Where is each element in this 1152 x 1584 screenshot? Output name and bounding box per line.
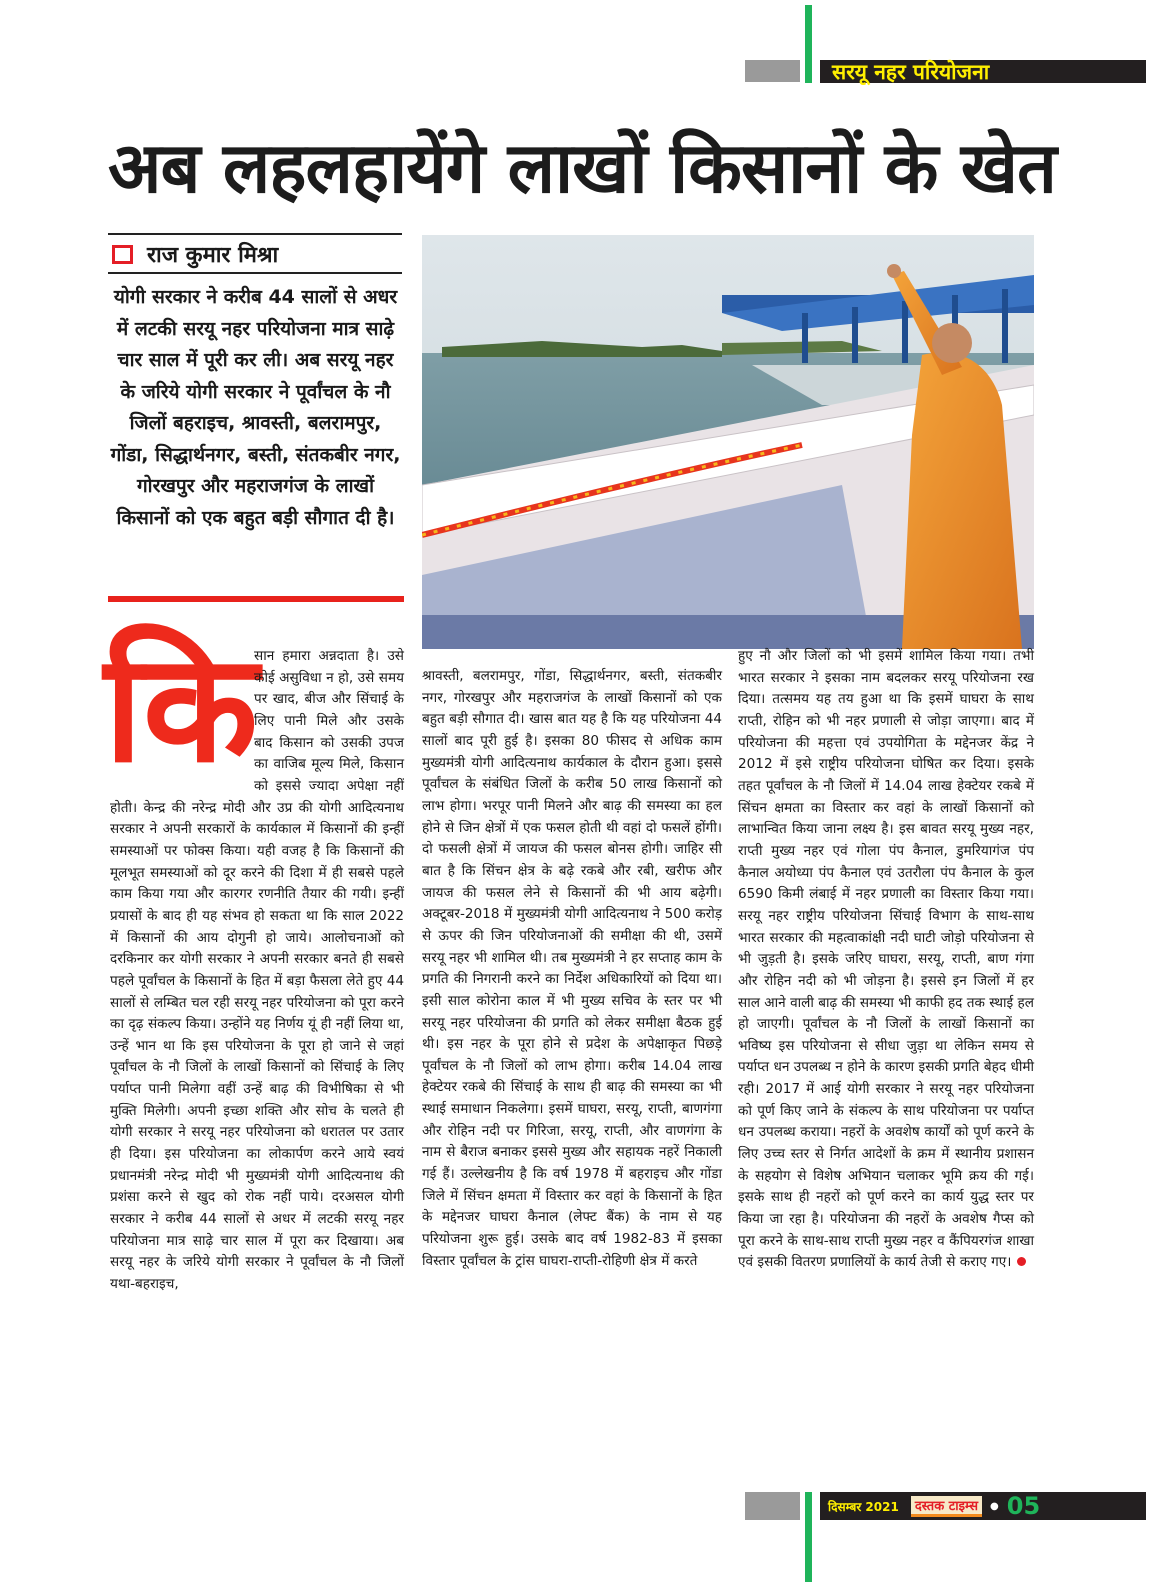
- section-label-bar: [820, 60, 1146, 83]
- page-number: 05: [1006, 1492, 1041, 1520]
- byline-top-rule: [108, 233, 402, 235]
- header-gray-block: [745, 60, 800, 82]
- article-title: अब लहलहायेंगे लाखों किसानों के खेत: [108, 127, 1056, 209]
- header-green-bar: [805, 5, 812, 83]
- byline: [112, 238, 402, 270]
- photo-canal-barrage: [422, 235, 1034, 649]
- footer-green-bar: [805, 1492, 812, 1582]
- article-photo: [422, 235, 1034, 649]
- drop-cap: कि: [104, 622, 259, 796]
- column-1-text: सान हमारा अन्नदाता है। उसे कोई असुविधा न हो, उसे समय पर खाद, बीज और सिंचाई के लिए पानी मिले और उसके बाद किसान को उसकी उपज का वाजिब मूल्य मिले, किसान को इससे ज्यादा अपेक्षा नहीं होती। केन्द्र की नरेन्द्र मोदी और उप्र की योगी आदित्यनाथ सरकार ने अपनी सरकारों के कार्यकाल में किसानों की इन्हीं समस्याओं पर फोक्स किया। यही वजह है कि किसानों की मूलभूत समस्याओं को दूर करने की दिशा में ही सबसे पहले काम किया गया और कारगर रणनीति तैयार की गयी। इन्हीं प्रयासों के बाद ही यह संभव हो सकता था कि साल 2022 में किसानों की आय दोगुनी हो जाये। आलोचनाओं को दरकिनार कर योगी सरकार ने अपनी सरकार बनते ही सबसे पहले पूर्वांचल के किसानों के हित में बड़ा फैसला लेते हुए 44 सालों से लम्बित चल रही सरयू नहर परियोजना को पूरा करने का दृढ़ संकल्प किया। उन्होंने यह निर्णय यूं ही नहीं लिया था, उन्हें भान था कि इस परियोजना के पूरा हो जाने से जहां पूर्वांचल के नौ जिलों के लाखों किसानों को सिंचाई के लिए पर्याप्त पानी मिलेगा वहीं उन्हें बाढ़ की विभीषिका से भी मुक्ति मिलेगी। अपनी इच्छा शक्ति और सोच के चलते ही योगी सरकार ने सरयू नहर परियोजना को धरातल पर उतार ही दिया। इस परियोजना का लोकार्पण करने आये स्वयं प्रधानमंत्री नरेन्द्र मोदी भी मुख्यमंत्री योगी आदित्यनाथ की प्रशंसा करने से खुद को रोक नहीं पाये। दरअसल योगी सरकार ने करीब 44 सालों से अधर में लटकी सरयू नहर परियोजना मात्र साढ़े चार साल में पूरा कर दिखाया। अब सरयू नहर के जरिये योगी सरकार ने पूर्वांचल के नौ जिलों यथा-बहराइच,: [110, 648, 404, 1293]
- footer-gray-block: [745, 1492, 800, 1520]
- column-1: [104, 622, 404, 1296]
- author-name: राज कुमार मिश्रा: [147, 243, 279, 268]
- summary-red-rule: [108, 596, 404, 602]
- issue-date: दिसम्बर 2021: [828, 1499, 899, 1514]
- column-3-text: हुए नौ और जिलों को भी इसमें शामिल किया गया। तभी भारत सरकार ने इसका नाम बदलकर सरयू परियोजना रख दिया। तत्समय यह तय हुआ था कि इसमें घाघरा के साथ राप्ती, रोहिन को भी नहर प्रणाली से जोड़ा जाएगा। बाद में परियोजना की महत्ता एवं उपयोगिता के मद्देनजर केंद्र ने 2012 में इसे राष्ट्रीय परियोजना घोषित कर दिया। इसके तहत पूर्वांचल के नौ जिलों में 14.04 लाख हेक्टेयर रकबे में सिंचन क्षमता का विस्तार कर वहां के लाखों किसानों को लाभान्वित किया जाना लक्ष्य है। इस बावत सरयू मुख्य नहर, राप्ती मुख्य नहर एवं गोला पंप कैनाल, डुमरियागंज पंप कैनाल अयोध्या पंप कैनाल एवं उतरौला पंप कैनाल के कुल 6590 किमी लंबाई में नहर प्रणाली का विस्तार किया गया। सरयू नहर राष्ट्रीय परियोजना सिंचाई विभाग के साथ-साथ भारत सरकार की महत्वाकांक्षी नदी घाटी जोड़ो परियोजना से भी जुड़ती है। इसके जरिए घाघरा, सरयू, राप्ती, बाण गंगा और रोहिन नदी को भी जोड़ना है। इससे इन जिलों में हर साल आने वाली बाढ़ की समस्या भी काफी हद तक स्थाई हल हो जाएगी। पूर्वांचल के नौ जिलों के लाखों किसानों का भविष्य इस परियोजना से सीधा जुड़ा था लेकिन समय से पर्याप्त धन उपलब्ध न होने के कारण इसकी प्रगति बेहद धीमी रही। 2017 में आई योगी सरकार ने सरयू नहर परियोजना को पूर्ण किए जाने के संकल्प के साथ परियोजना पर पर्याप्त धन उपलब्ध कराया। नहरों के अवशेष कार्यों को पूर्ण करने के लिए उच्च स्तर से निर्गत आदेशों के क्रम में स्थानीय प्रशासन के सहयोग से विशेष अभियान चलाकर भूमि क्रय की गई। इसके साथ ही नहरों को पूर्ण करने का कार्य युद्ध स्तर पर किया जा रहा है। परियोजना की नहरों के अवशेष गैप्स को पूरा करने के साथ-साथ राप्ती मुख्य नहर व कैंपियरगंज शाखा एवं इसकी वितरण प्रणालियों के कार्य तेजी से कराए गए।: [738, 648, 1034, 1271]
- column-2: श्रावस्ती, बलरामपुर, गोंडा, सिद्धार्थनगर, बस्ती, संतकबीर नगर, गोरखपुर और महराजगंज के लाखों किसानों को एक बहुत बड़ी सौगात दी। खास बात यह है कि यह परियोजना 44 सालों बाद पूरी हुई है। इसका 80 फीसद से अधिक काम मुख्यमंत्री योगी आदित्यनाथ कार्यकाल के दौरान हुआ। इससे पूर्वांचल के संबंधित जिलों के करीब 50 लाख किसानों को लाभ होगा। भरपूर पानी मिलने और बाढ़ की समस्या का हल होने से जिन क्षेत्रों में एक फसल होती थी वहां दो फसलें होंगी। दो फसली क्षेत्रों में जायज की फसल बोनस होगी। जाहिर सी बात है कि सिंचन क्षेत्र के बढ़े रकबे और रबी, खरीफ और जायज की फसल लेने से किसानों की भी आय बढ़ेगी। अक्टूबर-2018 में मुख्यमंत्री योगी आदित्यनाथ ने 500 करोड़ से ऊपर की जिन परियोजनाओं की समीक्षा की थी, उसमें सरयू नहर भी शामिल थी। तब मुख्यमंत्री ने हर सप्ताह काम के प्रगति की निगरानी करने का निर्देश अधिकारियों को दिया था। इसी साल कोरोना काल में भी मुख्य सचिव के स्तर पर भी सरयू नहर परियोजना की प्रगति को लेकर समीक्षा बैठक हुई थी। इस नहर के पूरा होने से प्रदेश के अपेक्षाकृत पिछड़े पूर्वांचल के नौ जिलों को लाभ होगा। करीब 14.04 लाख हेक्टेयर रकबे की सिंचाई के साथ ही बाढ़ की समस्या का भी स्थाई समाधान निकलेगा। इसमें घाघरा, सरयू, राप्ती, बाणगंगा और रोहिन नदी पर गिरिजा, सरयू, राप्ती, और वाणगंगा के नाम से बैराज बनाकर इससे मुख्य और सहायक नहरें निकाली गई हैं। उल्लेखनीय है कि वर्ष 1978 में बहराइच और गोंडा जिले में सिंचन क्षमता में विस्तार कर वहां के किसानों के हित के मद्देनजर घाघरा कैनाल (लेफ्ट बैंक) के नाम से यह परियोजना शुरू हुई। उसके बाद वर्ष 1982-83 में इसका विस्तार पूर्वांचल के ट्रांस घाघरा-राप्ती-रोहिणी क्षेत्र में करते: [422, 668, 722, 1269]
- byline-square-icon: [112, 245, 133, 264]
- end-mark-icon: [1017, 1257, 1026, 1266]
- column-3: [738, 646, 1034, 1274]
- section-label: सरयू नहर परियोजना: [832, 60, 990, 84]
- bullet-icon: ●: [990, 1500, 999, 1512]
- magazine-logo: दस्तक टाइम्स: [911, 1496, 982, 1517]
- footer-bar: [820, 1492, 1146, 1520]
- article-summary: योगी सरकार ने करीब 44 सालों से अधर में लटकी सरयू नहर परियोजना मात्र साढ़े चार साल में पूरी कर ली। अब सरयू नहर के जरिये योगी सरकार ने पूर्वांचल के नौ जिलों बहराइच, श्रावस्ती, बलरामपुर, गोंडा, सिद्धार्थनगर, बस्ती, संतकबीर नगर, गोरखपुर और महराजगंज के लाखों किसानों को एक बहुत बड़ी सौगात दी है।: [110, 286, 401, 529]
- byline-bottom-rule: [108, 272, 402, 274]
